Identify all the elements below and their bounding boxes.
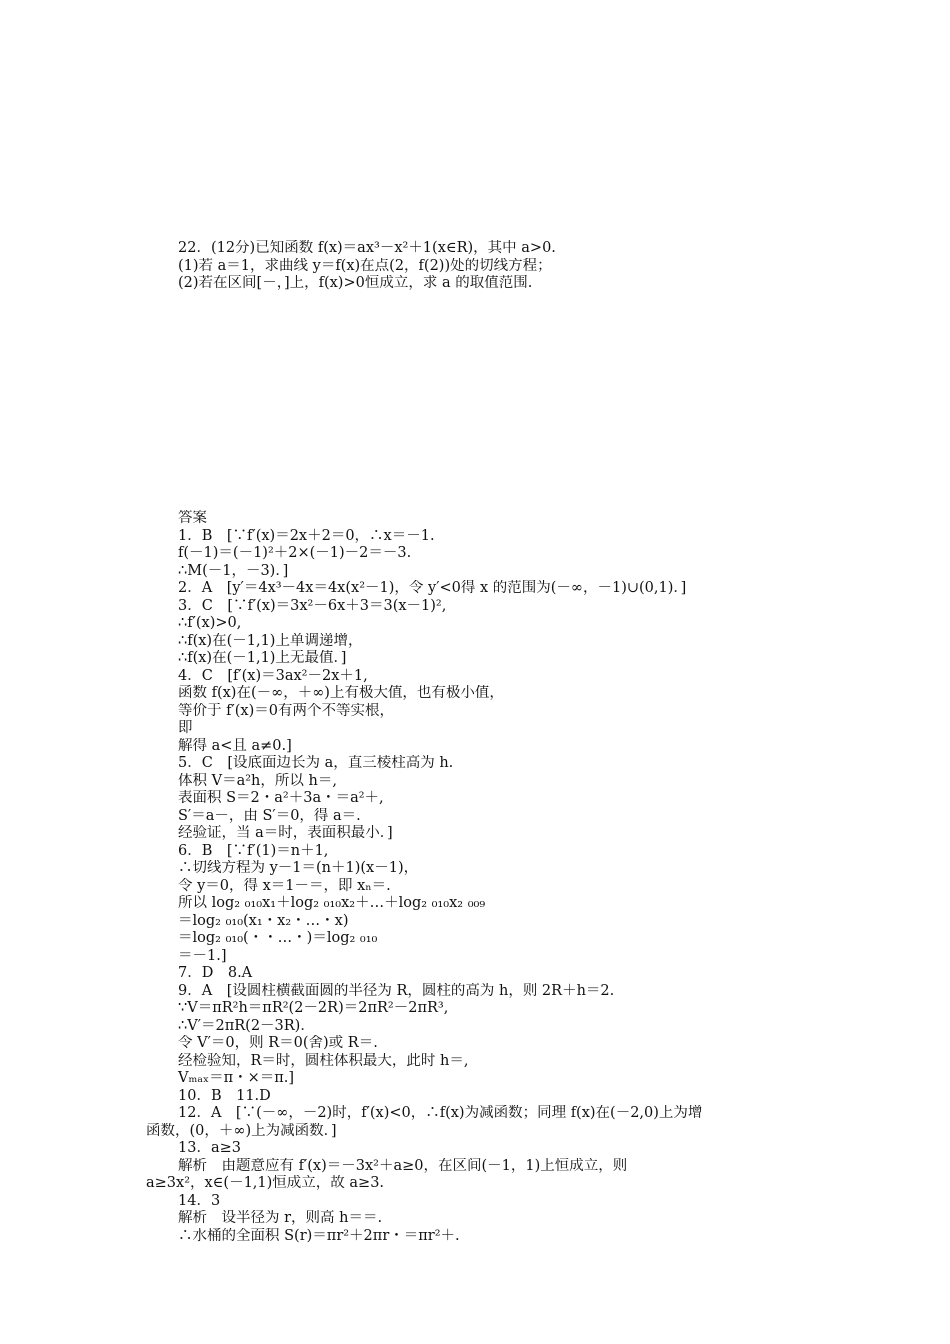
answer-line: 解析 设半径为 r，则高 h＝＝. <box>178 1210 383 1226</box>
answer-line: 即 <box>178 720 193 736</box>
answer-line: a≥3x²，x∈(－1,1)恒成立，故 a≥3. <box>146 1175 385 1191</box>
problem-22 <box>146 240 806 293</box>
answer-line: 令 y＝0，得 x＝1－＝，即 xₙ＝. <box>178 877 391 894</box>
answer-line: ＝－1.] <box>178 947 227 964</box>
answer-line: 等价于 f′(x)＝0有两个不等实根， <box>178 702 394 719</box>
answer-line: 7．D 8.A <box>178 965 253 981</box>
answer-line: ∴f(x)在(－1,1)上单调递增， <box>178 632 363 649</box>
answer-line: 9．A [设圆柱横截面圆的半径为 R，圆柱的高为 h，则 2R＋h＝2. <box>178 982 615 999</box>
answer-line: 3．C [∵f′(x)＝3x²－6x＋3＝3(x－1)², <box>178 597 447 614</box>
answer-line: 表面积 S＝2・a²＋3a・＝a²＋, <box>178 790 384 806</box>
answer-line: ∴V′＝2πR(2－3R)． <box>178 1017 315 1034</box>
answer-line: 14．3 <box>178 1192 221 1209</box>
answer-line: 解析 由题意应有 f′(x)＝－3x²＋a≥0，在区间(－1，1)上恒成立，则 <box>178 1157 628 1174</box>
answer-line: 解得 a<且 a≠0.] <box>178 737 292 754</box>
answer-line: 所以 log₂ ₀₁₀x₁＋log₂ ₀₁₀x₂＋…＋log₂ ₀₁₀x₂ ₀₀₉ <box>178 895 486 911</box>
answer-section <box>146 510 806 1245</box>
answer-line: 10．B 11.D <box>178 1087 271 1104</box>
answer-line: 令 V′＝0，则 R＝0(舍)或 R＝. <box>178 1035 378 1051</box>
answer-line: ＝log₂ ₀₁₀(x₁・x₂・…・x) <box>178 912 349 929</box>
answer-line: 函数，(0，＋∞)上为减函数．] <box>146 1122 337 1139</box>
answer-title: 答案 <box>178 510 207 526</box>
answer-line: Vₘₐₓ＝π・×＝π.] <box>178 1070 295 1086</box>
answer-line: 5．C [设底面边长为 a，直三棱柱高为 h. <box>178 755 454 771</box>
answer-line: 13．a≥3 <box>178 1140 241 1156</box>
answer-line: S′＝a－，由 S′＝0，得 a＝. <box>178 807 361 824</box>
answer-line: 1．B [∵f′(x)＝2x＋2＝0，∴x＝－1. <box>178 527 435 544</box>
answer-line: 6．B [∵f′(1)＝n＋1, <box>178 842 329 859</box>
problem-line: (1)若 a＝1，求曲线 y＝f(x)在点(2，f(2))处的切线方程； <box>178 257 552 274</box>
answer-line: ∴水桶的全面积 S(r)＝πr²＋2πr・＝πr²＋. <box>178 1227 460 1244</box>
answer-line: f(－1)＝(－1)²＋2×(－1)－2＝－3. <box>178 545 412 561</box>
answer-line: ∴f(x)在(－1,1)上无最值．] <box>178 650 347 666</box>
answer-line: 12．A [∵(－∞，－2)时，f′(x)<0，∴f(x)为减函数；同理 f(x)在(－2,0)上为增 <box>178 1105 703 1121</box>
problem-line: 22．(12分)已知函数 f(x)＝ax³－x²＋1(x∈R)，其中 a>0. <box>178 240 556 256</box>
answer-line: 4．C [f′(x)＝3ax²－2x＋1, <box>178 667 368 684</box>
answer-line: 函数 f(x)在(－∞，＋∞)上有极大值，也有极小值， <box>178 685 504 701</box>
problem-line: (2)若在区间[－，]上，f(x)>0恒成立，求 a 的取值范围. <box>178 275 533 291</box>
answer-line: 经验证，当 a＝时，表面积最小．] <box>178 825 393 841</box>
answer-line: ∴f′(x)>0, <box>178 615 242 631</box>
answer-line: ＝log₂ ₀₁₀(・・…・)＝log₂ ₀₁₀ <box>178 930 378 946</box>
answer-line: 2．A [y′＝4x³－4x＝4x(x²－1)，令 y′<0得 x 的范围为(－∞，－1)∪(0,1)．] <box>178 580 687 596</box>
answer-line: ∴切线方程为 y－1＝(n＋1)(x－1)， <box>178 860 419 876</box>
answer-line: ∵V＝πR²h＝πR²(2－2R)＝2πR²－2πR³, <box>178 1000 449 1016</box>
answer-line: ∴M(－1，－3)．] <box>178 562 289 579</box>
answer-line: 经检验知，R＝时，圆柱体积最大，此时 h＝, <box>178 1052 469 1069</box>
answer-line: 体积 V＝a²h，所以 h＝, <box>178 772 337 789</box>
